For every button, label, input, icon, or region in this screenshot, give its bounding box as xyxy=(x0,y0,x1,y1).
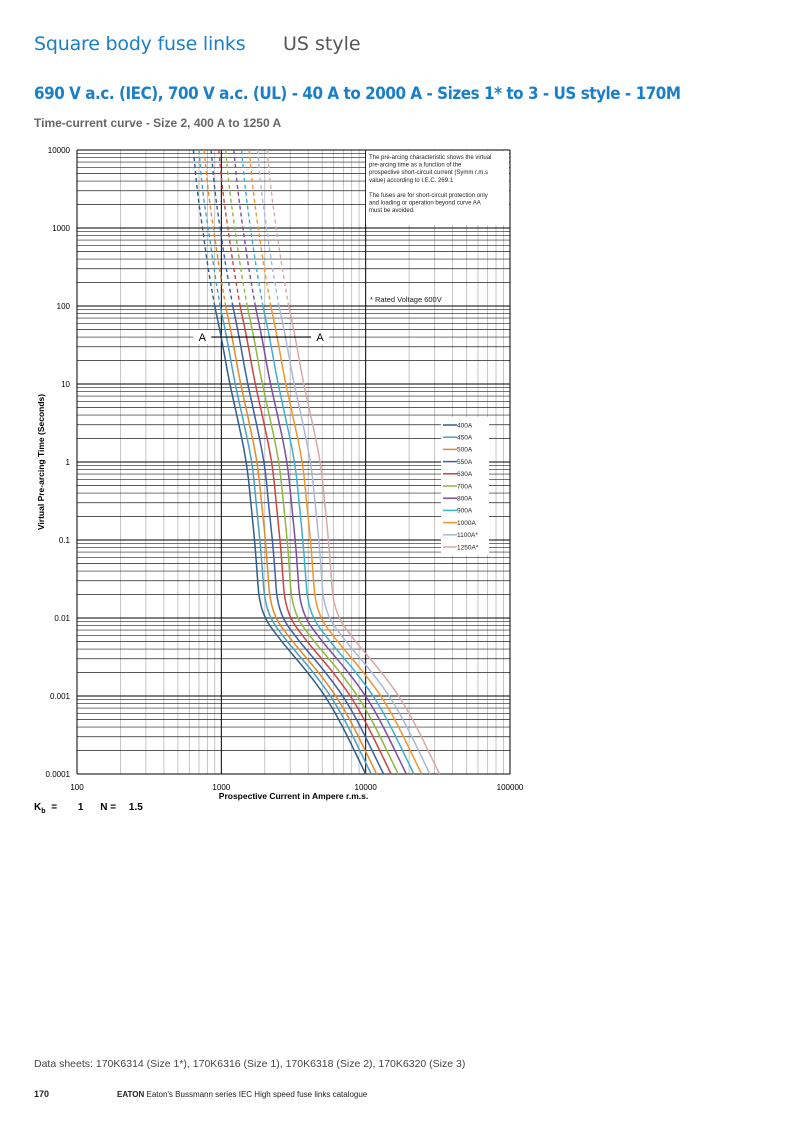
y-tick-label: 0.01 xyxy=(54,614,70,623)
page-header-title: Square body fuse links xyxy=(34,33,246,55)
rated-voltage-note: * Rated Voltage 600V xyxy=(370,295,442,304)
legend-label: 1100A* xyxy=(457,532,478,540)
legend xyxy=(441,417,489,555)
y-tick-label: 0.0001 xyxy=(45,770,70,779)
n-label: N = xyxy=(100,802,117,813)
x-tick-label: 100 xyxy=(70,783,84,792)
note-line: The fuses are for short-circuit protection only xyxy=(369,193,488,199)
aa-label-right: A xyxy=(316,332,324,345)
brand-text: Eaton's Bussmann series IEC High speed fuse links catalogue xyxy=(146,1090,368,1099)
legend-label: 400A xyxy=(457,422,473,430)
note-line: and loading or operation beyond curve AA xyxy=(369,200,481,207)
note-line: pre-arcing time as a function of the xyxy=(369,162,462,169)
legend-label: 700A xyxy=(457,483,473,491)
legend-label: 500A xyxy=(457,446,473,454)
y-tick-label: 10 xyxy=(61,380,70,389)
x-axis-label: Prospective Current in Ampere r.m.s. xyxy=(218,791,369,801)
x-tick-label: 100000 xyxy=(496,783,524,792)
chart-title: Time-current curve - Size 2, 400 A to 1250 A xyxy=(34,116,282,130)
y-tick-label: 1000 xyxy=(52,224,70,233)
y-tick-label: 0.001 xyxy=(49,692,70,701)
aa-label-left: A xyxy=(198,332,207,345)
page-header-subtitle: US style xyxy=(283,33,361,55)
brand-name: EATON xyxy=(117,1090,145,1099)
x-tick-label: 1000 xyxy=(212,783,231,792)
y-tick-label: 10000 xyxy=(47,146,70,155)
legend-label: 1250A* xyxy=(457,544,479,552)
y-axis-ticks xyxy=(46,146,71,779)
product-title: 690 V a.c. (IEC), 700 V a.c. (UL) - 40 A to 2000 A - Sizes 1* to 3 - US style - 170M xyxy=(34,84,681,103)
datasheets-reference: Data sheets: 170K6314 (Size 1*), 170K6316 (Size 1), 170K6318 (Size 2), 170K6320 (Size 3) xyxy=(34,1058,466,1070)
n-value: 1.5 xyxy=(128,802,143,813)
x-tick-label: 10000 xyxy=(354,783,377,792)
y-tick-label: 100 xyxy=(56,302,70,311)
kb-equals: = xyxy=(51,802,58,813)
page-number: 170 xyxy=(34,1089,50,1099)
y-tick-label: 0.1 xyxy=(58,536,70,545)
footer-brand xyxy=(117,1090,367,1099)
legend-label: 900A xyxy=(457,507,473,515)
note-line: The pre-arcing characteristic shows the virtual xyxy=(369,155,492,161)
legend-label: 630A xyxy=(457,471,473,479)
note-line: value) according to I.E.C. 269.1 xyxy=(369,177,454,184)
legend-label: 550A xyxy=(457,458,473,466)
note-line: must be avoided. xyxy=(369,208,415,215)
legend-label: 450A xyxy=(457,434,473,442)
y-tick-label: 1 xyxy=(65,458,70,467)
legend-label: 800A xyxy=(457,495,473,503)
legend-label: 1000A xyxy=(457,519,476,527)
y-axis-label: Virtual Pre-arcing Time (Seconds) xyxy=(36,393,46,531)
kb-label: $K_b$ xyxy=(34,802,46,815)
kb-value: 1 xyxy=(77,802,84,813)
note-line: prospective short-circuit current (Symm r.m.s xyxy=(369,170,489,177)
fuse-parameters xyxy=(34,802,143,815)
